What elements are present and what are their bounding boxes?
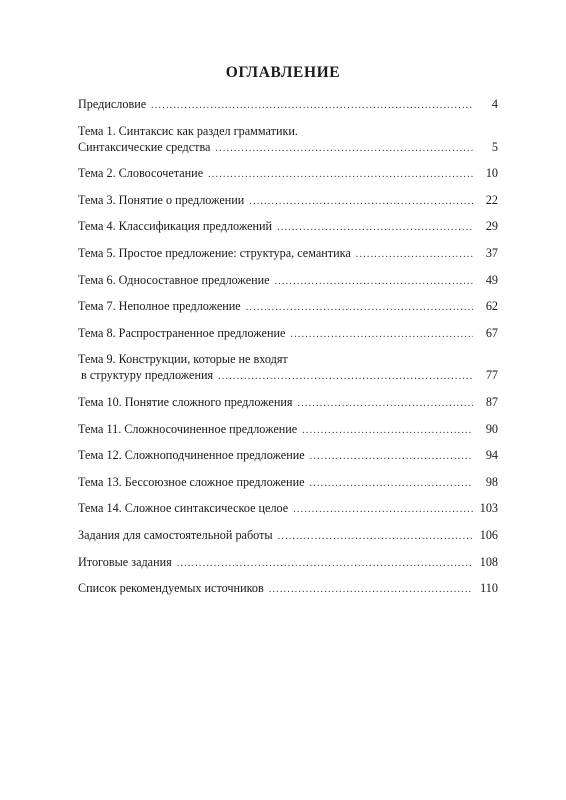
- toc-page-number: 29: [485, 219, 498, 234]
- toc-entry-label: Итоговые задания: [78, 554, 172, 569]
- toc-entry-label: Синтаксические средства: [78, 139, 211, 154]
- dot-leader: [246, 300, 473, 316]
- toc-page-number: 106: [479, 527, 498, 542]
- toc-entry-label: Тема 2. Словосочетание: [78, 166, 204, 181]
- dot-leader: [293, 502, 473, 518]
- toc-entry-label: Тема 8. Распространенное предложение: [78, 325, 286, 340]
- toc-entry-final-tasks: [78, 554, 498, 572]
- dot-leader: [278, 529, 473, 545]
- toc-entry-topic-9: [78, 351, 498, 385]
- toc-entry-topic-10: [78, 394, 498, 412]
- dot-leader: [215, 141, 473, 157]
- dot-leader: [249, 194, 473, 210]
- toc-entry-topic-14: [78, 500, 498, 518]
- dot-leader: [218, 369, 473, 385]
- toc-page-number: 110: [480, 581, 498, 596]
- toc-entry-topic-11: [78, 421, 498, 439]
- toc-entry-label: Тема 11. Сложносочиненное предложение: [78, 421, 298, 436]
- toc-heading: ОГЛАВЛЕНИЕ: [225, 64, 341, 81]
- toc-entry-label: Список рекомендуемых источников: [78, 581, 264, 596]
- toc-entry-label: Тема 7. Неполное предложение: [78, 299, 241, 314]
- toc-entry-label: Тема 13. Бессоюзное сложное предложение: [78, 474, 305, 489]
- toc-page-number: 103: [479, 501, 498, 516]
- toc-page-number: 37: [485, 245, 498, 260]
- toc-row: [78, 474, 498, 492]
- dot-leader: [310, 449, 473, 465]
- toc-row: [78, 500, 498, 518]
- toc-entry-label: Тема 5. Простое предложение: структура, семантика: [78, 245, 351, 260]
- dot-leader: [177, 556, 473, 572]
- toc-page-number: 94: [485, 448, 498, 463]
- toc-entry-references: [78, 580, 498, 598]
- toc-entry-topic-5: [78, 245, 498, 263]
- toc-row: [78, 580, 498, 598]
- toc-row: [78, 298, 498, 316]
- toc-entry-topic-8: [78, 325, 498, 343]
- toc-row: [78, 447, 498, 465]
- toc-entry-label: в структуру предложения: [78, 368, 214, 383]
- toc-row: [78, 165, 498, 183]
- toc-row: [78, 394, 498, 412]
- toc-entry-preface: [78, 96, 498, 114]
- toc-page-number: 5: [491, 139, 498, 154]
- toc-entry-label: Тема 3. Понятие о предложении: [78, 192, 245, 207]
- toc-entry-topic-3: [78, 192, 498, 210]
- toc-row: [78, 96, 498, 114]
- table-of-contents: [78, 96, 498, 607]
- toc-entry-label: Задания для самостоятельной работы: [78, 527, 273, 542]
- toc-entry-label-line-1: Тема 9. Конструкции, которые не входят: [78, 352, 288, 367]
- dot-leader: [290, 327, 473, 343]
- toc-page-number: 4: [491, 97, 498, 111]
- toc-page-number: 62: [485, 299, 498, 314]
- toc-entry-topic-1: [78, 123, 498, 157]
- dot-leader: [275, 274, 473, 290]
- toc-page-number: 87: [485, 394, 498, 409]
- toc-entry-self-study-tasks: [78, 527, 498, 545]
- toc-page-number: 22: [485, 192, 498, 207]
- toc-entry-topic-4: [78, 218, 498, 236]
- toc-entry-topic-2: [78, 165, 498, 183]
- toc-row: [78, 245, 498, 263]
- dot-leader: [151, 98, 473, 114]
- toc-entry-label: Предисловие: [78, 97, 147, 111]
- toc-row: [78, 421, 498, 439]
- toc-row: [78, 367, 498, 385]
- toc-entry-topic-12: [78, 447, 498, 465]
- toc-row: [78, 554, 498, 572]
- toc-page-number: 67: [485, 325, 498, 340]
- toc-page-number: 49: [485, 272, 498, 287]
- toc-row: [78, 218, 498, 236]
- toc-entry-label: Тема 10. Понятие сложного предложения: [78, 394, 293, 409]
- toc-page-number: 90: [485, 421, 498, 436]
- dot-leader: [302, 423, 473, 439]
- toc-page-number: 98: [485, 474, 498, 489]
- toc-page-number: 108: [479, 554, 498, 569]
- toc-page-number: 77: [485, 368, 498, 383]
- toc-entry-label: Тема 4. Классификация предложений: [78, 219, 273, 234]
- toc-entry-label: Тема 14. Сложное синтаксическое целое: [78, 501, 289, 516]
- dot-leader: [208, 167, 473, 183]
- toc-row: [78, 325, 498, 343]
- toc-row: [78, 139, 498, 157]
- toc-row: [78, 192, 498, 210]
- toc-entry-label: Тема 6. Односоставное предложение: [78, 272, 270, 287]
- toc-entry-topic-13: [78, 474, 498, 492]
- dot-leader: [277, 220, 473, 236]
- dot-leader: [356, 247, 473, 263]
- toc-page-number: 10: [485, 166, 498, 181]
- toc-row: [78, 527, 498, 545]
- toc-entry-topic-6: [78, 272, 498, 290]
- toc-entry-topic-7: [78, 298, 498, 316]
- dot-leader: [269, 582, 473, 598]
- toc-entry-label-line-1: Тема 1. Синтаксис как раздел грамматики.: [78, 123, 298, 138]
- dot-leader: [298, 396, 474, 412]
- dot-leader: [310, 476, 473, 492]
- toc-entry-label: Тема 12. Сложноподчиненное предложение: [78, 448, 305, 463]
- toc-row: [78, 272, 498, 290]
